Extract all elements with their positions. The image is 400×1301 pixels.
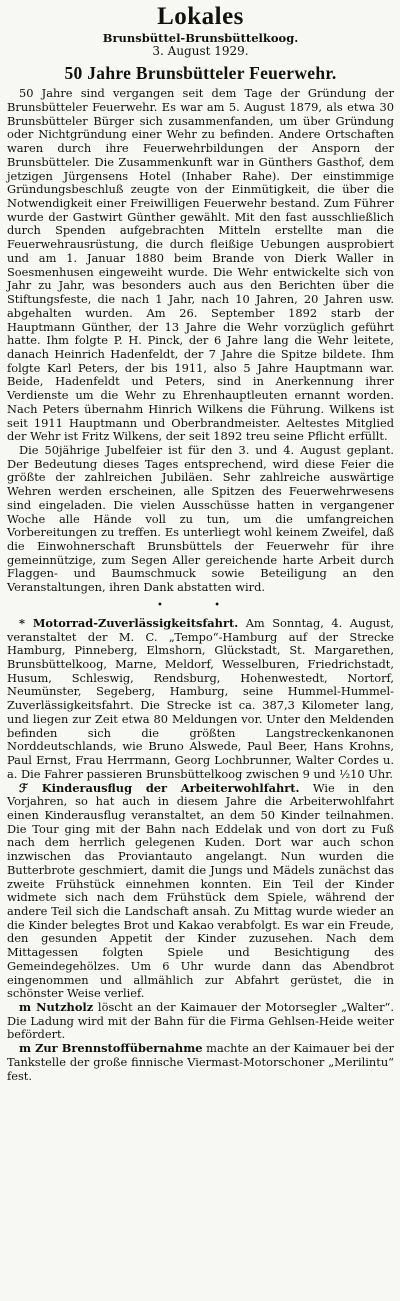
section-masthead: Lokales	[157, 3, 244, 30]
news-item-text: Wie in den Vorjahren, so hat auch in diesem Jahre die Arbeiterwohlfahrt einen Kinderausflug veranstaltet, an dem 50 Kinder teilnahmen. Die Tour ging mit der Bahn nach Eddelak und von dort zu Fuß nach dem herrlich gelegenen Kuden. Dort war auch schon inzwischen das Proviantauto angelangt. Nun wurden die Butterbrote geschmiert, damit die Jungs und Mädels zunächst das zweite Frühstück einnehmen konnten. Ein Teil der Kinder widmete sich nach dem Frühstück dem Spiele, während der andere Teil sich die Landschaft ansah. Zu Mittag wurde wieder an die Kinder belegtes Brot und Kakao verabfolgt. Es war ein Freude, den gesunden Appetit der Kinder zuzusehen. Nach dem Mittagessen folgten Spiele und Besichtigung des Gemeindegehölzes. Um 6 Uhr wurde dann das Abendbrot eingenommen und allmählich zur Abfahrt gerüstet, die in schönster Weise verlief.	[7, 780, 394, 1001]
news-item	[7, 782, 394, 1002]
news-item-lead: ℱ Kinderausflug der Arbeiterwohlfahrt.	[19, 780, 300, 795]
article-title: 50 Jahre Brunsbütteler Feuerwehr.	[64, 62, 337, 83]
article-body	[7, 87, 394, 595]
news-item-lead: * Motorrad-Zuverlässigkeitsfahrt.	[19, 615, 239, 630]
dateline-place: Brunsbüttel-Brunsbüttelkoog.	[102, 31, 299, 46]
dateline-date: 3. August 1929.	[152, 44, 249, 59]
local-notes	[7, 617, 394, 1083]
news-item-text: Am Sonntag, 4. August, veranstaltet der M. C. „Tempo“-Hamburg auf der Strecke Hamburg, Pinneberg, Elmshorn, Glückstadt, St. Margarethen, Brunsbüttelkoog, Marne, Meldorf, Wesselburen, Friedrichstadt, Husum, Schleswig, Rendsburg, Hohenwestedt, Nortorf, Neumünster, Segeberg, Hamburg, seine Hummel-Hummel-Zuverlässigkeitsfahrt. Die Strecke ist ca. 387,3 Kilometer lang, und liegen zur Zeit etwa 80 Meldungen vor. Unter den Meldenden befinden sich die größten Langstreckenkanonen Norddeutschlands, wie Bruno Alswede, Paul Beer, Hans Krohns, Paul Ernst, Frau Herrmann, Georg Lochbrunner, Walter Cordes u. a. Die Fahrer passieren Brunsbüttelkoog zwischen 9 und ½10 Uhr.	[7, 615, 394, 781]
section-header	[7, 4, 394, 82]
section-separator: • •	[157, 599, 244, 611]
news-item	[7, 1001, 394, 1042]
news-item	[7, 1042, 394, 1083]
article-paragraph: Die 50jährige Jubelfeier ist für den 3. und 4. August geplant. Der Bedeutung dieses Tages entsprechend, wird diese Feier die größte der zahlreichen Jubiläen. Sehr zahlreiche auswärtige Wehren werden erscheinen, alle Spitzen des Feuerwehrwesens sind eingeladen. Die vielen Ausschüsse hatten in vergangener Woche alle Hände voll zu tun, um die umfangreichen Vorbereitungen zu treffen. Es unterliegt wohl keinem Zweifel, daß die Einwohnerschaft Brunsbüttels der Feuerwehr für ihre gemeinnützige, zum Segen Aller gereichende harte Arbeit durch Flaggen- und Baumschmuck sowie Beteiligung an den Veranstaltungen, ihren Dank abstatten wird.	[7, 442, 394, 595]
article-paragraph: 50 Jahre sind vergangen seit dem Tage der Gründung der Brunsbütteler Feuerwehr. Es war am 5. August 1879, als etwa 30 Brunsbütteler Bürger sich zusammenfanden, um über Gründung oder Nichtgründung einer Wehr zu befinden. Andere Ortschaften waren durch ihre Feuerwehrbildungen der Ansporn der Brunsbütteler. Die Zusammenkunft war in Günthers Gasthof, dem jetzigen Jürgensens Hotel (Inhaber Rahe). Der einstimmige Gründungsbeschluß zeugte von der Einmütigkeit, die über die Notwendigkeit einer Freiwilligen Feuerwehr bestand. Zum Führer wurde der Gastwirt Günther gewählt. Mit den fast ausschließlich durch Spenden aufgebrachten Mitteln erstellte man die Feuerwehrausrüstung, die durch fleißige Uebungen ausprobiert und am 1. Januar 1880 beim Brande von Dierk Waller in Soesmenhusen eingeweiht wurde. Die Wehr entwickelte sich von Jahr zu Jahr, was besonders auch aus den Berichten über die Stiftungsfeste, die nach 1 Jahr, nach 10 Jahren, 20 Jahren usw. abgehalten wurden. Am 26. September 1892 starb der Hauptmann Günther, der 13 Jahre die Wehr vorzüglich geführt hatte. Ihm folgte P. H. Pinck, der 6 Jahre lang die Wehr leitete, danach Heinrich Hadenfeldt, der 7 Jahre die Spitze bildete. Ihm folgte Karl Peters, der bis 1911, also 5 Jahre Hauptmann war. Beide, Hadenfeldt und Peters, sind in Anerkennung ihrer Verdienste um die Wehr zu Ehrenhauptleuten ernannt worden. Nach Peters übernahm Hinrich Wilkens die Führung. Wilkens ist seit 1911 Hauptmann und Oberbrandmeister. Aeltestes Mitglied der Wehr ist Fritz Wilkens, der seit 1892 treu seine Pflicht erfüllt.	[7, 86, 394, 444]
news-item-text: machte an der Kaimauer bei der Tankstelle der große finnische Viermast-Motorschoner „Merilintu“ fest.	[7, 1041, 394, 1083]
news-item	[7, 617, 394, 782]
news-item-lead: m Nutzholz	[19, 1000, 94, 1014]
news-item-lead: m Zur Brennstoffübernahme	[19, 1041, 203, 1056]
news-item-text: löscht an der Kaimauer der Motorsegler „Walter“. Die Ladung wird mit der Bahn für die Firma Gehlsen-Heide weiter befördert.	[7, 1000, 394, 1042]
